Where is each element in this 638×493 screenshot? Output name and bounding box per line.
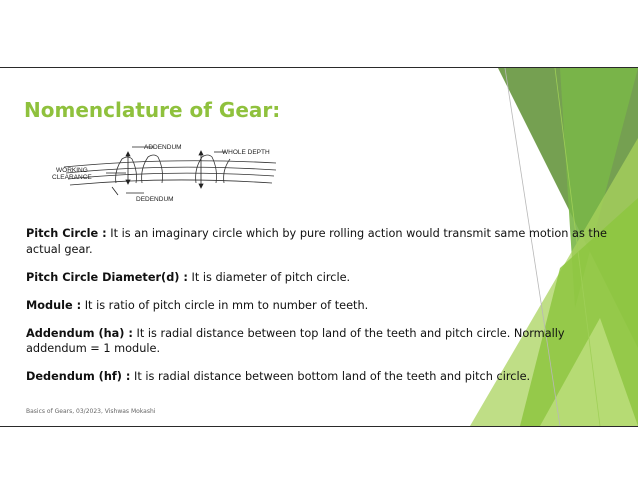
gear-tooth-profiles [64,155,276,185]
definition-text: It is ratio of pitch circle in mm to number of teeth. [84,298,369,312]
addendum-label: ADDENDUM [144,144,182,151]
definition-term: Dedendum (hf) : [26,370,131,383]
slide-title: Nomenclature of Gear: [24,98,281,122]
definitions-list [26,226,616,397]
definition-pitch-circle-diameter [26,270,616,286]
definition-term: Pitch Circle : [26,227,107,240]
definition-addendum [26,326,616,357]
definition-text: It is diameter of pitch circle. [191,270,351,284]
definition-text: It is radial distance between top land of the teeth and pitch circle. Normally addendum = 1 module. [26,326,565,355]
definition-text: It is radial distance between bottom land of the teeth and pitch circle. [134,370,531,383]
dedendum-label: DEDENDUM [136,196,174,203]
definition-term: Module : [26,298,82,312]
gear-tooth-diagram [46,143,286,205]
definition-text: It is an imaginary circle which by pure rolling action would transmit same motion as the actual gear. [26,227,607,256]
working-clearance-label-line2: CLEARANCE [52,174,92,181]
slide-footer: Basics of Gears, 03/2023, Vishwas Mokashi [26,408,156,415]
definition-term: Addendum (ha) : [26,326,133,340]
definition-module [26,298,616,314]
whole-depth-label: WHOLE DEPTH [222,149,270,156]
definition-term: Pitch Circle Diameter(d) : [26,270,188,284]
slide [0,67,638,427]
definition-pitch-circle [26,226,616,257]
working-clearance-label-line1: WORKING [56,167,88,174]
definition-dedendum [26,369,616,385]
dimension-arrows [106,147,226,195]
